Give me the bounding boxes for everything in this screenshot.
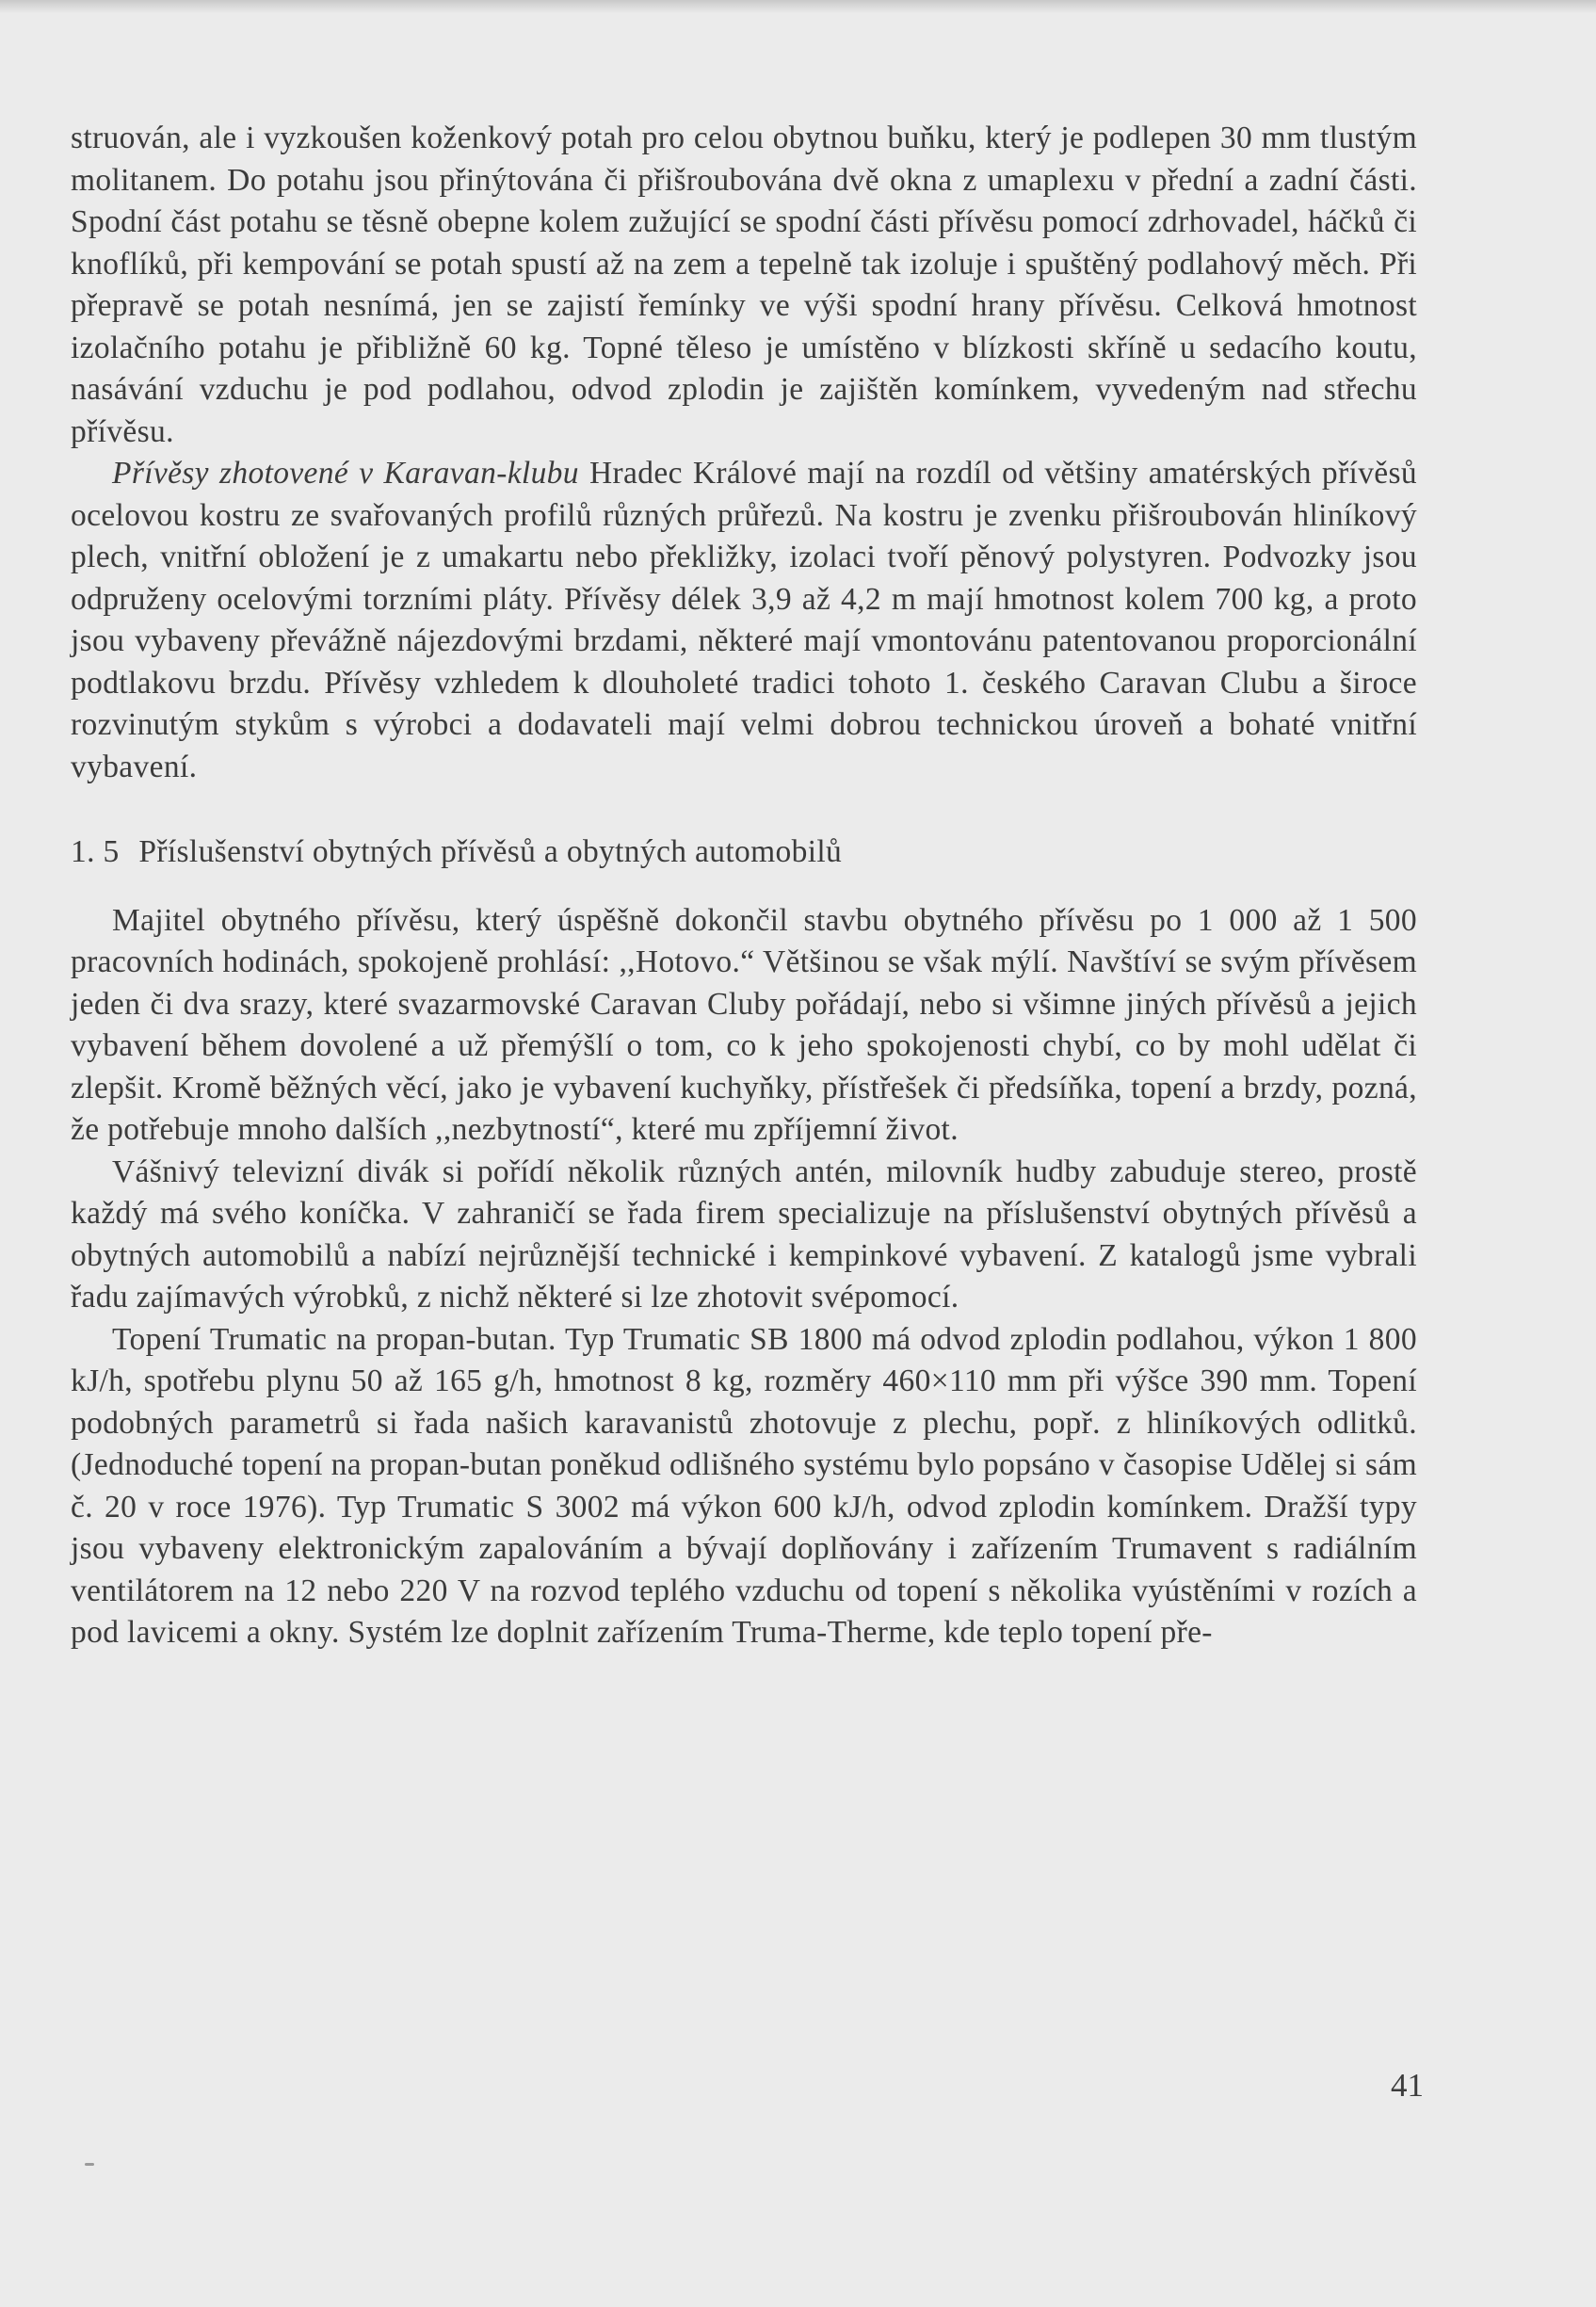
paragraph-lead-italic: Přívěsy zhotovené v Karavan-klubu [112, 456, 579, 491]
section-heading [71, 831, 1417, 874]
paragraph-trumatic: Topení Trumatic na propan-butan. Typ Trumatic SB 1800 má odvod zplodin podlahou, výkon 1 800 kJ/h, spotřebu plynu 50 až 165 g/h, hmotnost 8 kg, rozměry 460×110 mm při výšce 390 mm. Topení podobných parametrů si řada našich karavanistů zhotovuje z plechu, popř. z hliníkových odlitků. (Jednoduché topení na propan-butan poněkud odlišného systému bylo popsáno v časopise Udělej si sám č. 20 v roce 1976). Typ Trumatic S 3002 má výkon 600 kJ/h, odvod zplodin komínkem. Dražší typy jsou vybaveny elektronickým zapalováním a bývají doplňovány i zařízením Trumavent s radiálním ventilátorem na 12 nebo 220 V na rozvod teplého vzduchu od topení s několika vyústěními v rozích a pod lavicemi a okny. Systém lze doplnit zařízením Truma-Therme, kde teplo topení pře- [71, 1321, 1417, 1650]
section-title: Příslušenství obytných přívěsů a obytných automobilů [138, 834, 843, 869]
paragraph-hobbies: Vášnivý televizní divák si pořídí několik různých antén, milovník hudby zabuduje stereo, prostě každý má svého koníčka. V zahraničí se řada firem specializuje na příslušenství obytných přívěsů a obytných automobilů a nabízí nejrůznější technické i kempinkové vybavení. Z katalogů jsme vybrali řadu zajímavých výrobků, z nichž některé si lze zhotovit svépomocí. [71, 1154, 1417, 1315]
section-number: 1. 5 [71, 834, 120, 869]
paragraph-karavan-klub [71, 453, 1417, 788]
scan-edge [0, 0, 1596, 13]
paragraph-continued: struován, ale i vyzkoušen koženkový potah pro celou obytnou buňku, který je podlepen 30 mm tlustým molitanem. Do potahu jsou přinýtována či přišroubována dvě okna z umaplexu v přední a zadní části. Spodní část potahu se těsně obepne kolem zužující se spodní části přívěsu pomocí zdrhovadel, háčků či knoflíků, při kempování se potah spustí až na zem a tepelně tak izoluje i spuštěný podlahový měch. Při přepravě se potah nesnímá, jen se zajistí řemínky ve výši spodní hrany přívěsu. Celková hmotnost izolačního potahu je přibližně 60 kg. Topné těleso je umístěno v blízkosti skříně u sedacího koutu, nasávání vzduchu je pod podlahou, odvod zplodin je zajištěn komínkem, vyvedeným nad střechu přívěsu. [71, 121, 1417, 449]
page-body [71, 118, 1417, 1654]
paragraph-text: Hradec Králové mají na rozdíl od většiny amatérských přívěsů ocelovou kostru ze svařovaných profilů různých průřezů. Na kostru je zvenku přišroubován hliníkový plech, vnitřní obložení je z umakartu nebo překližky, izolaci tvoří pěnový polystyren. Podvozky jsou odpruženy ocelovými torzními pláty. Přívěsy délek 3,9 až 4,2 m mají hmotnost kolem 700 kg, a proto jsou vybaveny převážně nájezdovými brzdami, některé mají vmontovánu patentovanou proporcionální podtlakovu brzdu. Přívěsy vzhledem k dlouholeté tradici tohoto 1. českého Caravan Clubu a široce rozvinutým stykům s výrobci a dodavateli mají velmi dobrou technickou úroveň a bohaté vnitřní vybavení. [71, 456, 1418, 784]
scan-speck [85, 2163, 94, 2166]
paragraph-owner: Majitel obytného přívěsu, který úspěšně dokončil stavbu obytného přívěsu po 1 000 až 1 500 pracovních hodinách, spokojeně prohlásí: ,,Hotovo.“ Většinou se však mýlí. Navštíví se svým přívěsem jeden či dva srazy, které svazarmovské Caravan Cluby pořádají, nebo si všimne jiných přívěsů a jejich vybavení během dovolené a už přemýšlí o tom, co k jeho spokojenosti chybí, co by mohl udělat či zlepšit. Kromě běžných věcí, jako je vybavení kuchyňky, přístřešek či předsíňka, topení a brzdy, pozná, že potřebuje mnoho dalších ,,nezbytností“, které mu zpříjemní život. [71, 902, 1417, 1147]
page-number: 41 [1391, 2067, 1424, 2104]
